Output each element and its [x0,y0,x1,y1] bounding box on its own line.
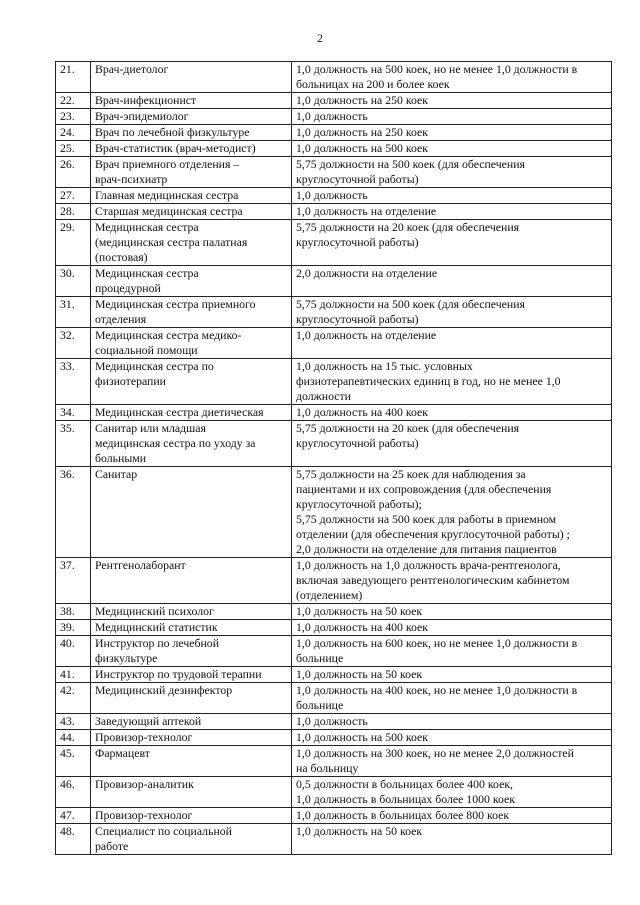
row-number: 33. [56,359,91,405]
row-number: 40. [56,636,91,667]
table-row [56,405,612,421]
table-row [56,730,612,746]
staffing-norm: 1,0 должность на отделение [292,328,612,359]
staffing-norm: 1,0 должность на 400 коек, но не менее 1,0 должности в больнице [292,683,612,714]
position-name: Санитар [91,467,292,558]
row-number: 47. [56,808,91,824]
row-number: 43. [56,714,91,730]
position-name: Старшая медицинская сестра [91,204,292,220]
staffing-norm: 1,0 должность на 1,0 должность врача-рентгенолога, включая заведующего рентгенологическим кабинетом (отделением) [292,558,612,604]
position-name: Провизор-технолог [91,730,292,746]
row-number: 25. [56,141,91,157]
staffing-norm: 0,5 должности в больницах более 400 коек, 1,0 должность в больницах более 1000 коек [292,777,612,808]
staffing-norm: 1,0 должность [292,714,612,730]
position-name: Медицинский дезинфектор [91,683,292,714]
table-row [56,141,612,157]
staffing-norm: 1,0 должность в больницах более 800 коек [292,808,612,824]
table-row [56,297,612,328]
row-number: 36. [56,467,91,558]
position-name: Специалист по социальной работе [91,824,292,855]
table-row [56,467,612,558]
table-row [56,808,612,824]
row-number: 41. [56,667,91,683]
position-name: Санитар или младшая медицинская сестра по уходу за больными [91,421,292,467]
table-row [56,125,612,141]
staffing-norm: 1,0 должность на 50 коек [292,824,612,855]
row-number: 23. [56,109,91,125]
staffing-norm: 1,0 должность на 250 коек [292,125,612,141]
table-row [56,746,612,777]
position-name: Медицинская сестра диетическая [91,405,292,421]
row-number: 46. [56,777,91,808]
table-row [56,328,612,359]
position-name: Медицинская сестра медико- социальной помощи [91,328,292,359]
row-number: 21. [56,62,91,93]
table-row [56,667,612,683]
position-name: Врач-статистик (врач-методист) [91,141,292,157]
row-number: 42. [56,683,91,714]
position-name: Врач по лечебной физкультуре [91,125,292,141]
position-name: Фармацевт [91,746,292,777]
staffing-norm: 1,0 должность на 600 коек, но не менее 1,0 должности в больнице [292,636,612,667]
row-number: 27. [56,188,91,204]
staffing-norm: 1,0 должность на 250 коек [292,93,612,109]
table-row [56,62,612,93]
row-number: 31. [56,297,91,328]
position-name: Медицинский психолог [91,604,292,620]
row-number: 39. [56,620,91,636]
row-number: 26. [56,157,91,188]
staffing-norm: 1,0 должность на отделение [292,204,612,220]
staffing-norm: 1,0 должность на 400 коек [292,620,612,636]
table-row [56,714,612,730]
table-row [56,777,612,808]
row-number: 38. [56,604,91,620]
table-row [56,93,612,109]
position-name: Врач-эпидемиолог [91,109,292,125]
row-number: 29. [56,220,91,266]
table-row [56,421,612,467]
table-row [56,683,612,714]
position-name: Провизор-аналитик [91,777,292,808]
row-number: 22. [56,93,91,109]
position-name: Главная медицинская сестра [91,188,292,204]
staffing-norm: 1,0 должность на 50 коек [292,667,612,683]
row-number: 45. [56,746,91,777]
staffing-norm: 1,0 должность на 500 коек [292,141,612,157]
position-name: Провизор-технолог [91,808,292,824]
staffing-norm: 1,0 должность на 500 коек [292,730,612,746]
position-name: Врач-диетолог [91,62,292,93]
page-number: 2 [317,31,323,45]
table-row [56,824,612,855]
row-number: 48. [56,824,91,855]
staffing-table [55,61,612,855]
staffing-norm: 1,0 должность на 300 коек, но не менее 2,0 должностей на больницу [292,746,612,777]
row-number: 35. [56,421,91,467]
table-row [56,220,612,266]
position-name: Врач приемного отделения – врач-психиатр [91,157,292,188]
position-name: Медицинская сестра приемного отделения [91,297,292,328]
position-name: Медицинская сестра процедурной [91,266,292,297]
table-row [56,604,612,620]
staffing-norm: 5,75 должности на 25 коек для наблюдения за пациентами и их сопровождения (для обеспечения круглосуточной работы); 5,75 должности на 500 коек для работы в приемном отделении (для обеспечения круглосуточной работы) ; 2,0 должности на отделение для питания пациентов [292,467,612,558]
row-number: 44. [56,730,91,746]
position-name: Медицинский статистик [91,620,292,636]
staffing-norm: 5,75 должности на 20 коек (для обеспечения круглосуточной работы) [292,220,612,266]
row-number: 30. [56,266,91,297]
table-row [56,188,612,204]
table-row [56,204,612,220]
staffing-norm: 5,75 должности на 500 коек (для обеспечения круглосуточной работы) [292,157,612,188]
staffing-norm: 2,0 должности на отделение [292,266,612,297]
table-row [56,620,612,636]
position-name: Медицинская сестра (медицинская сестра палатная (постовая) [91,220,292,266]
staffing-norm: 5,75 должности на 500 коек (для обеспечения круглосуточной работы) [292,297,612,328]
staffing-norm: 1,0 должность на 500 коек, но не менее 1,0 должности в больницах на 200 и более коек [292,62,612,93]
row-number: 28. [56,204,91,220]
table-row [56,109,612,125]
staffing-norm: 1,0 должность на 50 коек [292,604,612,620]
position-name: Рентгенолаборант [91,558,292,604]
table-row [56,157,612,188]
position-name: Заведующий аптекой [91,714,292,730]
row-number: 32. [56,328,91,359]
row-number: 24. [56,125,91,141]
staffing-norm: 1,0 должность на 15 тыс. условных физиотерапевтических единиц в год, но не менее 1,0 должности [292,359,612,405]
position-name: Инструктор по лечебной физкультуре [91,636,292,667]
staffing-norm: 1,0 должность [292,188,612,204]
table-row [56,636,612,667]
position-name: Инструктор по трудовой терапии [91,667,292,683]
position-name: Медицинская сестра по физиотерапии [91,359,292,405]
table-row [56,558,612,604]
position-name: Врач-инфекционист [91,93,292,109]
row-number: 37. [56,558,91,604]
row-number: 34. [56,405,91,421]
table-row [56,266,612,297]
staffing-norm: 1,0 должность на 400 коек [292,405,612,421]
staffing-norm: 1,0 должность [292,109,612,125]
table-row [56,359,612,405]
staffing-norm: 5,75 должности на 20 коек (для обеспечения круглосуточной работы) [292,421,612,467]
